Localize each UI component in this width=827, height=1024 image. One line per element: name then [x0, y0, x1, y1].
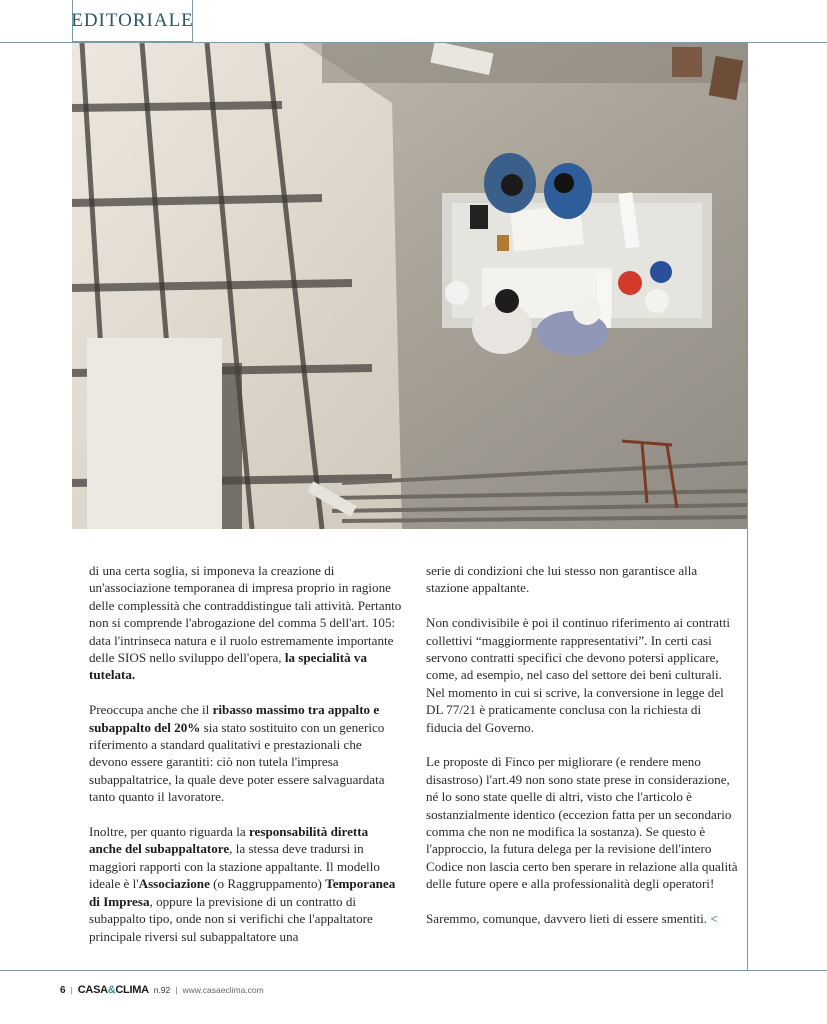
- website-url: www.casaeclima.com: [182, 985, 264, 995]
- side-rule: [747, 42, 748, 970]
- paragraph: Non condivisibile è poi il continuo riferimento ai contratti collettivi “maggiormente rappresentativi”. In certi casi servono contratti specifici che devono potersi applicare, come, ad esempio, nel caso del settore dei beni culturali. Nel momento in cui si scrive, la conversione in legge del DL 77/21 è praticamente conclusa con la richiesta di fiducia del Governo.: [426, 615, 730, 735]
- separator: |: [70, 985, 73, 995]
- end-mark-icon: <: [710, 911, 718, 927]
- text-column-left: [89, 562, 403, 962]
- footer: [60, 983, 264, 997]
- paragraph: Saremmo, comunque, davvero lieti di essere smentiti. <: [426, 911, 718, 927]
- article-photo: [72, 43, 747, 529]
- footer-rule: [0, 970, 827, 971]
- page-number: 6: [60, 984, 66, 996]
- paragraph: di una certa soglia, si imponeva la creazione di un'associazione temporanea di impresa proprio in ragione delle complessità che contraddistingue tali attività. Pertanto non si comprende l'abrogazione del comma 5 dell'art. 105: data l'intrinseca natura e il ruolo estremamente importante delle SIOS nello sviluppo dell'opera, la specialità va tutelata.: [89, 563, 402, 683]
- paragraph: Le proposte di Finco per migliorare (e rendere meno disastroso) l'art.49 non sono state prese in considerazione, né lo sono state quelle di altri, visto che l'articolo è sostanzialmente identico (eccezion fatta per un secondario comma che non ne modifica la sostanza). Se questo è l'approccio, la futura delega per la revisione dell'intero Codice non lascia certo ben sperare in relazione alla qualità delle future opere e alla professionalità degli operatori!: [426, 754, 738, 892]
- paragraph: serie di condizioni che lui stesso non garantisce alla stazione appaltante.: [426, 563, 698, 596]
- section-label: EDITORIALE: [72, 0, 193, 42]
- issue-number: n.92: [153, 985, 171, 995]
- paragraph: Preoccupa anche che il ribasso massimo tra appalto e subappalto del 20% sia stato sostituito con un generico riferimento a standard qualitativi e prestazionali che devono essere garantiti: ciò non tutela l'impresa subappaltatrice, la quale deve poter essere salvaguardata tanto quanto il lavoratore.: [89, 702, 385, 805]
- brand-logo: CASA&CLIMA: [77, 984, 149, 996]
- separator: |: [175, 985, 178, 995]
- paragraph: Inoltre, per quanto riguarda la responsabilità diretta anche del subappaltatore, la stessa deve tradursi in maggiori rapporti con la stazione appaltante. Il modello ideale è l'Associazione (o Raggruppamento) Temporanea di Impresa, oppure la previsione di un contratto di subappalto tipo, onde non si verifichi che l'appaltatore principale riversi sul subappaltatore una: [89, 824, 396, 944]
- text-column-right: [426, 562, 738, 945]
